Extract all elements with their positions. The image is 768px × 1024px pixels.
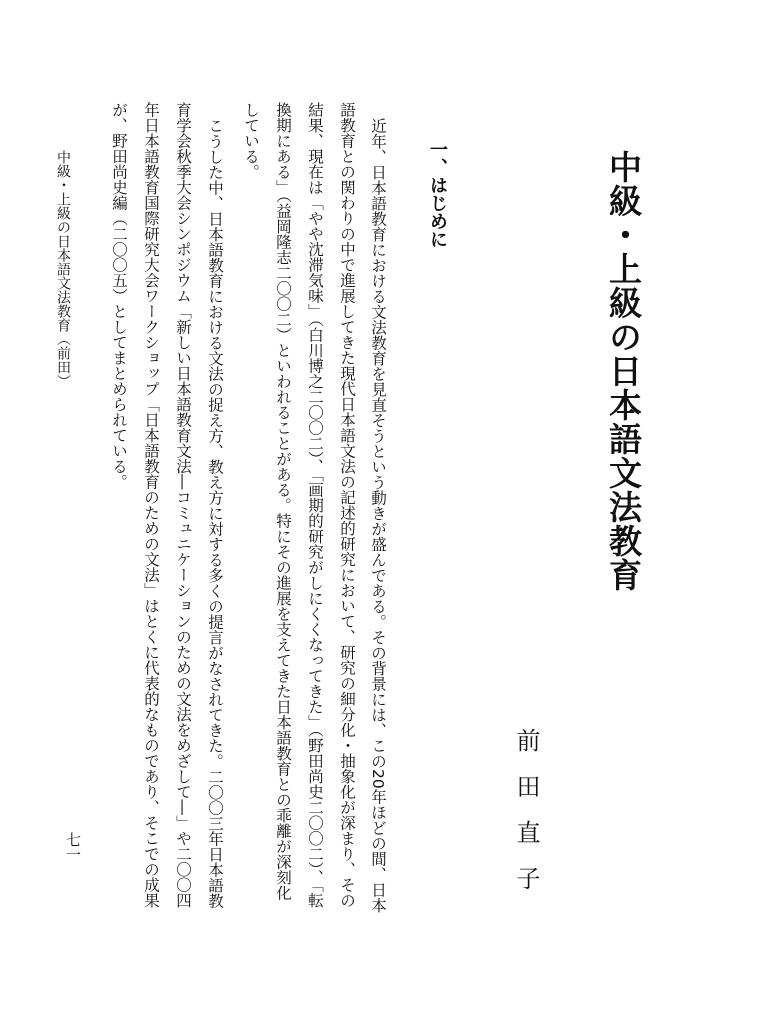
body-line: 結果、現在は「やや沈滞気味」（白川博之二〇〇二）、「画期的研究がしにくくなってきた」（野田尚史二〇〇二）、「転: [306, 102, 324, 908]
body-line: している。: [242, 102, 260, 180]
body-line: が、野田尚史編（二〇〇五）としてまとめられている。: [110, 102, 128, 490]
section-heading: 一、はじめに: [427, 140, 448, 248]
body-line: 近年、日本語教育における文法教育を見直そうという動きが盛んである。その背景には、この20年ほどの間、日本: [369, 118, 387, 913]
body-line: 換期にある」（益岡隆志二〇〇二）といわれることがある。特にその進展を支えてきた日本語教育との乖離が深刻化: [274, 102, 292, 901]
page-number: 七一: [64, 832, 82, 862]
paper-title: 中級・上級の日本語文法教育: [604, 150, 643, 592]
running-title: 中級・上級の日本語文法教育（前田）: [55, 150, 71, 388]
author-name: 前田直子: [512, 728, 540, 912]
body-line: こうした中、日本語教育における文法の捉え方、教え方に対する多くの提言がなされてきた。二〇〇三年日本語教: [206, 118, 224, 909]
body-line: 年日本語教育国際研究大会ワークショップ「日本語教育のための文法」はとくに代表的なものであり、そこでの成果: [142, 102, 160, 908]
body-line: 育学会秋季大会シンポジウム「新しい日本語教育文法―コミュニケーションのための文法をめざして―」や二〇〇四: [174, 102, 192, 908]
body-line: 語教育との関わりの中で進展してきた現代日本語文法の記述的研究において、研究の細分化・抽象化が深まり、その: [338, 102, 356, 908]
